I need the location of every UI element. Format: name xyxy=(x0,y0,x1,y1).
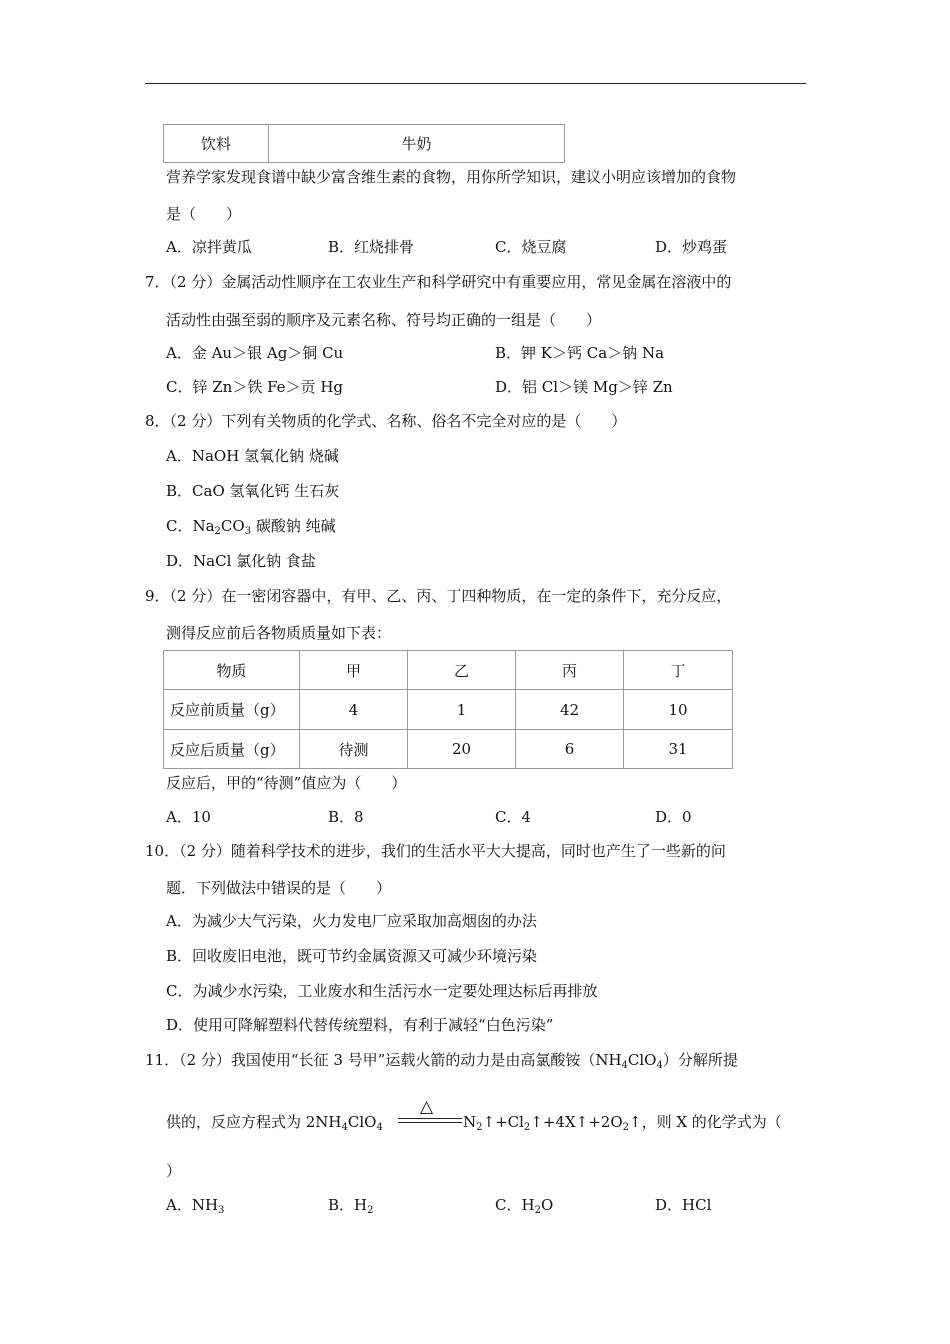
q11-option-text: C．H xyxy=(495,1196,535,1214)
q11-text-part: ↑+4X↑+2O xyxy=(530,1113,623,1131)
q9-option-b: B．8 xyxy=(328,808,364,826)
q11-option-d: D．HCl xyxy=(655,1196,712,1214)
q11-text-part: ↑，则 X 的化学式为（ xyxy=(629,1113,782,1131)
q11-text-part: 供的，反应方程式为 2NH xyxy=(166,1113,342,1131)
table-header-cell: 物质 xyxy=(164,651,300,690)
table-header-cell: 甲 xyxy=(300,651,408,690)
q11-option-text: A．NH xyxy=(166,1196,219,1214)
q11-text-part: N xyxy=(463,1113,477,1131)
q10-option-c: C．为减少水污染，工业废水和生活污水一定要处理达标后再排放 xyxy=(166,982,598,1000)
table-cell: 1 xyxy=(408,690,516,730)
q8-option-b: B．CaO 氢氧化钙 生石灰 xyxy=(166,482,340,500)
q9-mass-table xyxy=(163,650,733,769)
table-header-cell: 乙 xyxy=(408,651,516,690)
q11-text-part: ↑+Cl xyxy=(482,1113,524,1131)
top-table-cell: 牛奶 xyxy=(269,125,565,163)
q9-option-c: C．4 xyxy=(495,808,532,826)
q9-text-line1: 9．（2 分）在一密闭容器中，有甲、乙、丙、丁四种物质，在一定的条件下，充分反应， xyxy=(145,587,732,605)
q11-equation-right xyxy=(463,1111,782,1132)
table-row xyxy=(164,730,733,769)
q11-text-part: 11．（2 分）我国使用“长征 3 号甲”运载火箭的动力是由高氯酸铵（NH xyxy=(145,1051,622,1069)
q8-option-a: A．NaOH 氢氧化钠 烧碱 xyxy=(166,447,339,465)
q10-option-a: A．为减少大气污染，火力发电厂应采取加高烟囱的办法 xyxy=(166,912,537,930)
q11-subscript: 4 xyxy=(341,1122,348,1133)
table-cell: 反应前质量（g） xyxy=(164,690,300,730)
q11-text-part: ）分解所提 xyxy=(662,1051,738,1069)
q11-subscript: 4 xyxy=(621,1060,628,1071)
q8-c-part: CO xyxy=(220,517,245,535)
q9-option-a: A．10 xyxy=(166,808,211,826)
q11-option-text: B．H xyxy=(328,1196,368,1214)
q9-after-text: 反应后，甲的“待测”值应为（ ） xyxy=(166,774,407,792)
q8-c-subscript: 3 xyxy=(244,526,252,537)
q8-c-subscript: 2 xyxy=(214,526,221,537)
q9-text-line2: 测得反应前后各物质质量如下表： xyxy=(166,624,392,642)
q8-option-d: D．NaCl 氯化钠 食盐 xyxy=(166,552,316,570)
q6-text-line1: 营养学家发现食谱中缺少富含维生素的食物，用你所学知识，建议小明应该增加的食物 xyxy=(166,168,737,186)
q11-subscript: 4 xyxy=(376,1122,383,1133)
q6-option-d: D．炒鸡蛋 xyxy=(655,238,728,256)
q7-option-d: D．铝 Cl＞镁 Mg＞锌 Zn xyxy=(495,378,673,396)
q11-subscript: 2 xyxy=(476,1122,483,1133)
q8-text-line1: 8．（2 分）下列有关物质的化学式、名称、俗名不完全对应的是（ ） xyxy=(145,412,627,430)
q11-text-part: ClO xyxy=(347,1113,377,1131)
q7-text-line2: 活动性由强至弱的顺序及元素名称、符号均正确的一组是（ ） xyxy=(166,311,602,329)
q8-c-part: 碳酸钠 纯碱 xyxy=(251,517,336,535)
header-rule xyxy=(145,83,806,84)
q11-option-a xyxy=(166,1194,224,1215)
q11-equation-left xyxy=(166,1111,383,1132)
table-cell: 31 xyxy=(624,730,733,769)
q11-subscript: 2 xyxy=(534,1205,541,1216)
q9-option-d: D．0 xyxy=(655,808,692,826)
q11-option-c xyxy=(495,1194,553,1215)
q10-text-line2: 题．下列做法中错误的是（ ） xyxy=(166,879,392,897)
q7-option-b: B．钾 K＞钙 Ca＞钠 Na xyxy=(495,344,665,362)
equals-line xyxy=(398,1122,462,1123)
q11-subscript: 2 xyxy=(367,1205,374,1216)
table-cell: 反应后质量（g） xyxy=(164,730,300,769)
table-cell: 4 xyxy=(300,690,408,730)
table-cell: 待测 xyxy=(300,730,408,769)
table-cell: 20 xyxy=(408,730,516,769)
q11-text-line1 xyxy=(145,1049,738,1070)
q11-option-text: O xyxy=(540,1196,554,1214)
q11-subscript: 2 xyxy=(523,1122,531,1133)
heating-condition-icon: △ xyxy=(420,1097,434,1117)
q11-subscript: 4 xyxy=(656,1060,663,1071)
q8-option-c xyxy=(166,515,336,536)
q6-option-a: A．凉拌黄瓜 xyxy=(166,238,252,256)
q7-text-line1: 7．（2 分）金属活动性顺序在工农业生产和科学研究中有重要应用，常见金属在溶液中的 xyxy=(145,273,732,291)
q11-text-part: ClO xyxy=(627,1051,657,1069)
q10-option-b: B．回收废旧电池，既可节约金属资源又可减少环境污染 xyxy=(166,947,538,965)
q10-option-d: D．使用可降解塑料代替传统塑料，有利于减轻“白色污染” xyxy=(166,1016,554,1034)
top-table xyxy=(163,124,565,163)
q6-option-c: C．烧豆腐 xyxy=(495,238,567,256)
q11-subscript: 3 xyxy=(218,1205,225,1216)
table-cell: 6 xyxy=(516,730,624,769)
table-row xyxy=(164,690,733,730)
q8-c-part: C．Na xyxy=(166,517,215,535)
q6-option-b: B．红烧排骨 xyxy=(328,238,415,256)
top-table-cell: 饮料 xyxy=(164,125,269,163)
table-header-cell: 丙 xyxy=(516,651,624,690)
table-cell: 10 xyxy=(624,690,733,730)
q7-option-c: C．锌 Zn＞铁 Fe＞贡 Hg xyxy=(166,378,344,396)
q7-option-a: A．金 Au＞银 Ag＞铜 Cu xyxy=(166,344,344,362)
q11-subscript: 2 xyxy=(622,1122,630,1133)
q11-option-b xyxy=(328,1194,373,1215)
equals-line xyxy=(398,1118,462,1119)
q11-text-line3: ） xyxy=(166,1162,182,1180)
reaction-arrow xyxy=(398,1099,462,1121)
q6-text-line2: 是（ ） xyxy=(166,205,242,223)
table-header-cell: 丁 xyxy=(624,651,733,690)
q10-text-line1: 10．（2 分）随着科学技术的进步，我们的生活水平大大提高，同时也产生了一些新的问 xyxy=(145,842,726,860)
table-cell: 42 xyxy=(516,690,624,730)
